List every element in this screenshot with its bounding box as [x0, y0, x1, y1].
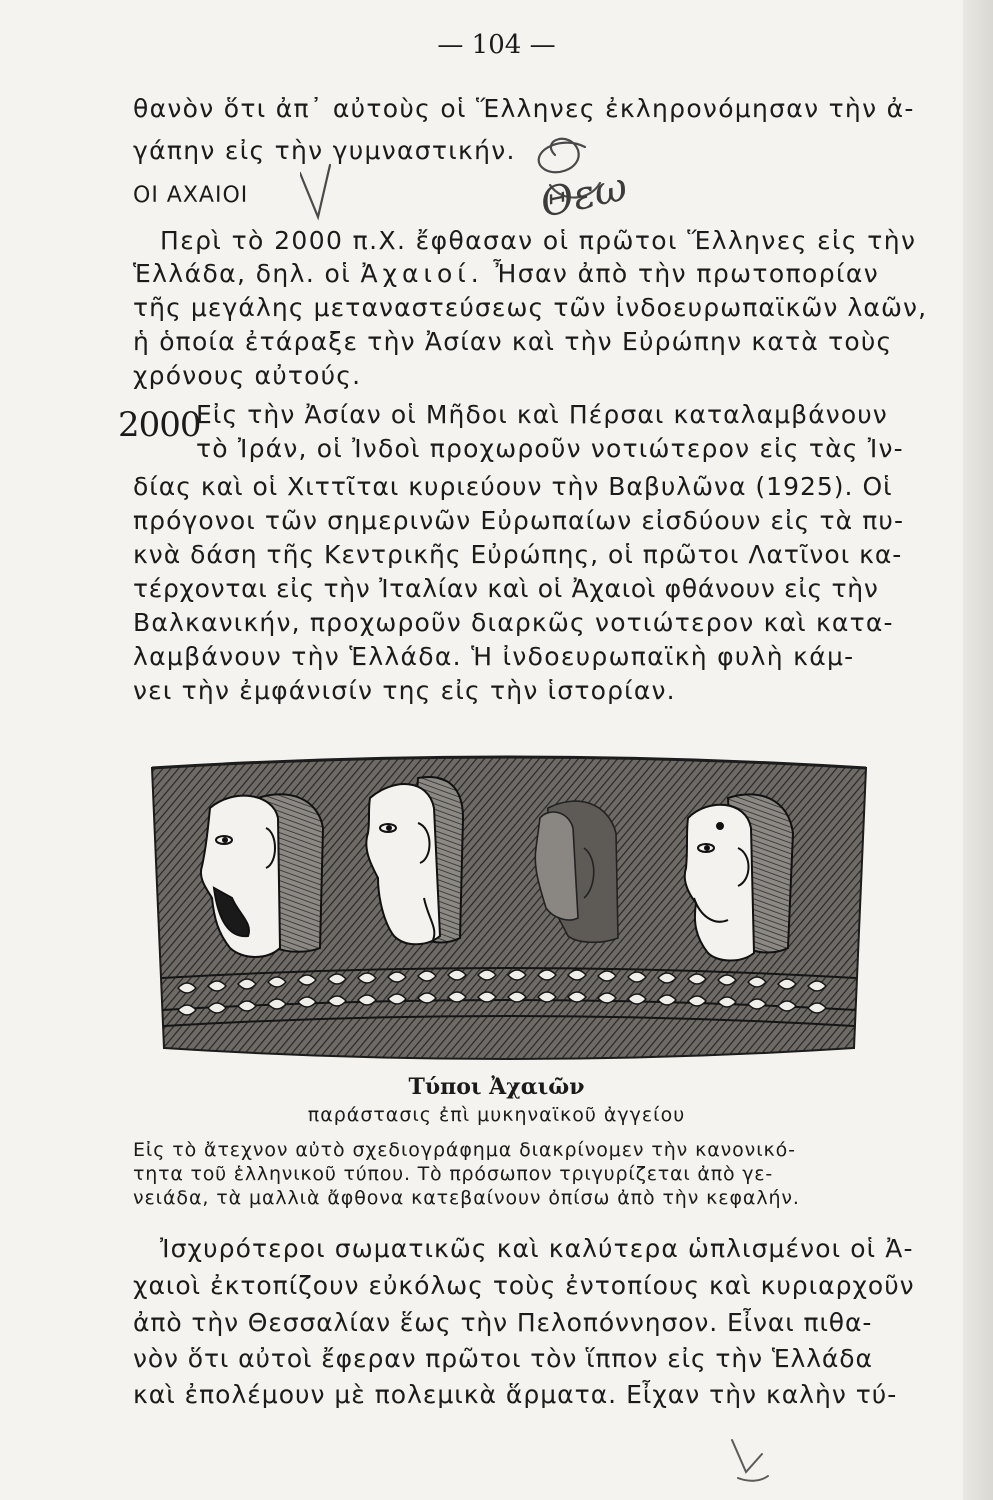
text-line: γάπην εἰς τὴν γυμναστικήν.	[133, 136, 516, 165]
text-line	[133, 257, 879, 291]
figure-subtitle: παράστασις ἐπὶ μυκηναϊκοῦ ἀγγείου	[307, 1104, 686, 1126]
margin-year: 2000	[118, 405, 201, 445]
text-fragment: Ἦσαν ἀπὸ τὴν πρωτοπορίαν	[493, 259, 880, 288]
text-line: τὸ Ἰράν, οἱ Ἰνδοὶ προχωροῦν νοτιώτερον εἰς τὰς Ἰν-	[196, 434, 904, 463]
page-edge	[963, 0, 993, 1500]
handwritten-note: Θεω	[536, 163, 632, 227]
emphasis-achaeans: Ἀχαιοί.	[360, 259, 484, 288]
pencil-mark	[722, 1432, 782, 1492]
text-line: χαιοὶ ἐκτοπίζουν εὐκόλως τοὺς ἐντοπίους καὶ κυριαρχοῦν	[133, 1271, 915, 1300]
text-line: καὶ ἐπολέμουν μὲ πολεμικὰ ἅρματα. Εἶχαν τὴν καλὴν τύ-	[133, 1380, 898, 1409]
figure-title: Τύποι Ἀχαιῶν	[408, 1074, 585, 1100]
text-line: δίας καὶ οἱ Χιττῖται κυριεύουν τὴν Βαβυλῶνα (1925). Οἱ	[133, 472, 893, 501]
caption-line: τητα τοῦ ἑλληνικοῦ τύπου. Τὸ πρόσωπον τριγυρίζεται ἀπὸ γε-	[133, 1163, 774, 1185]
vase-frieze-illustration	[148, 748, 870, 1068]
text-line: ἀπὸ τὴν Θεσσαλίαν ἕως τὴν Πελοπόννησον. Εἶναι πιθα-	[133, 1308, 873, 1337]
caption-line: νειάδα, τὰ μαλλιὰ ἄφθονα κατεβαίνουν ὀπίσω ἀπὸ τὴν κεφαλήν.	[133, 1187, 800, 1209]
text-line: τῆς μεγάλης μεταναστεύσεως τῶν ἰνδοευρωπαϊκῶν λαῶν,	[133, 293, 928, 322]
text-line: λαμβάνουν τὴν Ἑλλάδα. Ἡ ἰνδοευρωπαϊκὴ φυλὴ κάμ-	[133, 642, 855, 671]
text-line: Περὶ τὸ 2000 π.Χ. ἔφθασαν οἱ πρῶτοι Ἕλληνες εἰς τὴν	[160, 226, 917, 255]
text-line: νει τὴν ἐμφάνισίν της εἰς τὴν ἱστορίαν.	[133, 676, 676, 705]
text-line: πρόγονοι τῶν σημερινῶν Εὐρωπαίων εἰσδύουν εἰς τὰ πυ-	[133, 506, 905, 535]
text-line: χρόνους αὐτούς.	[133, 361, 362, 390]
text-line: θανὸν ὅτι ἀπ᾿ αὐτοὺς οἱ Ἕλληνες ἐκληρονόμησαν τὴν ἀ-	[133, 94, 915, 123]
text-fragment: Ἑλλάδα, δηλ. οἱ	[133, 259, 352, 288]
text-line: νὸν ὅτι αὐτοὶ ἔφεραν πρῶτοι τὸν ἵππον εἰς τὴν Ἑλλάδα	[133, 1344, 873, 1373]
text-line: Ἰσχυρότεροι σωματικῶς καὶ καλύτερα ὡπλισμένοι οἱ Ἀ-	[160, 1234, 914, 1263]
text-line: Εἰς τὴν Ἀσίαν οἱ Μῆδοι καὶ Πέρσαι καταλαμβάνουν	[196, 400, 888, 429]
pencil-annotation	[300, 125, 680, 235]
text-line: ἡ ὁποία ἐτάραξε τὴν Ἀσίαν καὶ τὴν Εὐρώπην κατὰ τοὺς	[133, 327, 893, 356]
text-line: κνὰ δάση τῆς Κεντρικῆς Εὐρώπης, οἱ πρῶτοι Λατῖνοι κα-	[133, 540, 903, 569]
page-number: — 104 —	[437, 30, 556, 60]
text-line: τέρχονται εἰς τὴν Ἰταλίαν καὶ οἱ Ἀχαιοὶ φθάνουν εἰς τὴν	[133, 574, 879, 603]
caption-line: Εἰς τὸ ἄτεχνον αὐτὸ σχεδιογράφημα διακρίνομεν τὴν κανονικό-	[133, 1139, 796, 1161]
section-heading: ΟΙ ΑΧΑΙΟΙ	[133, 183, 249, 208]
text-line: Βαλκανικήν, προχωροῦν διαρκῶς νοτιώτερον καὶ κατα-	[133, 608, 894, 637]
